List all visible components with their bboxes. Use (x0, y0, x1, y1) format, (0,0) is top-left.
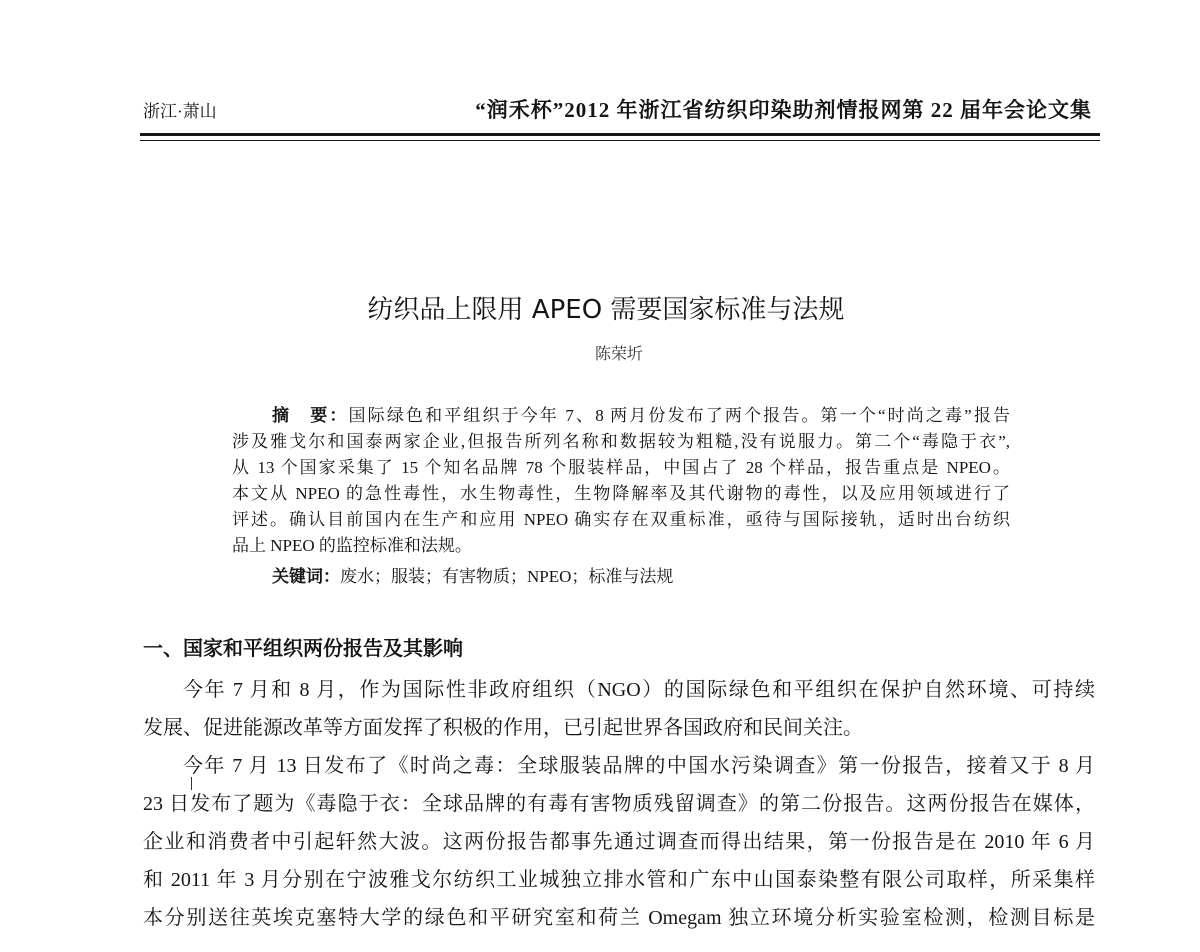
section-heading: 一、国家和平组织两份报告及其影响 (143, 636, 463, 660)
keywords-line (272, 564, 673, 590)
abstract-text: 国际绿色和平组织于今年 7、8 两月份发布了两个报告。第一个“时尚之毒”报告 (348, 406, 1010, 425)
abstract-line: 品上 NPEO 的监控标准和法规。 (232, 536, 472, 555)
paragraph-line: 和 2011 年 3 月分别在宁波雅戈尔纺织工业城独立排水管和广东中山国泰染整有限公司取样，所采集样 (143, 869, 1095, 891)
header-rule-thin (140, 140, 1100, 141)
section-body (143, 671, 1095, 937)
abstract-line: 涉及雅戈尔和国泰两家企业,但报告所列名称和数据较为粗糙,没有说服力。第二个“毒隐于衣”, (232, 432, 1010, 451)
paragraph-line: 本分别送往英埃克塞特大学的绿色和平研究室和荷兰 Omegam 独立环境分析实验室检测，检测目标是 (143, 907, 1095, 929)
scan-artifact-mark (191, 777, 192, 790)
running-header-location: 浙江·萧山 (143, 102, 217, 121)
header-rule-thick (140, 133, 1100, 136)
running-header-proceedings-title: “润禾杯”2012 年浙江省纺织印染助剂情报网第 22 届年会论文集 (475, 98, 1092, 122)
paragraph-line: 今年 7 月和 8 月，作为国际性非政府组织（NGO）的国际绿色和平组织在保护自然环境、可持续 (183, 679, 1095, 701)
abstract-line (232, 403, 1010, 429)
abstract-label: 摘 要： (272, 406, 349, 425)
keywords-label: 关键词： (272, 567, 340, 586)
paper-author: 陈荣圻 (594, 346, 643, 363)
paragraph-line: 发展、促进能源改革等方面发挥了积极的作用，已引起世界各国政府和民间关注。 (143, 717, 863, 739)
paper-title: 纺织品上限用 APEO 需要国家标准与法规 (367, 295, 845, 325)
abstract-line: 本文从 NPEO 的急性毒性，水生物毒性，生物降解率及其代谢物的毒性，以及应用领域进行了 (232, 484, 1010, 503)
abstract-line: 从 13 个国家采集了 15 个知名品牌 78 个服装样品，中国占了 28 个样品，报告重点是 NPEO。 (232, 458, 1010, 477)
keywords-text: 废水；服装；有害物质；NPEO；标准与法规 (340, 567, 674, 586)
paragraph-line: 企业和消费者中引起轩然大波。这两份报告都事先通过调查而得出结果，第一份报告是在 2010 年 6 月 (143, 831, 1095, 853)
paragraph-line: 23 日发布了题为《毒隐于衣：全球品牌的有毒有害物质残留调查》的第二份报告。这两份报告在媒体， (143, 793, 1095, 815)
abstract-block (232, 403, 1010, 559)
paragraph-line: 今年 7 月 13 日发布了《时尚之毒：全球服装品牌的中国水污染调查》第一份报告，接着又于 8 月 (183, 755, 1095, 777)
abstract-line: 评述。确认目前国内在生产和应用 NPEO 确实存在双重标准，亟待与国际接轨，适时出台纺织 (232, 510, 1010, 529)
